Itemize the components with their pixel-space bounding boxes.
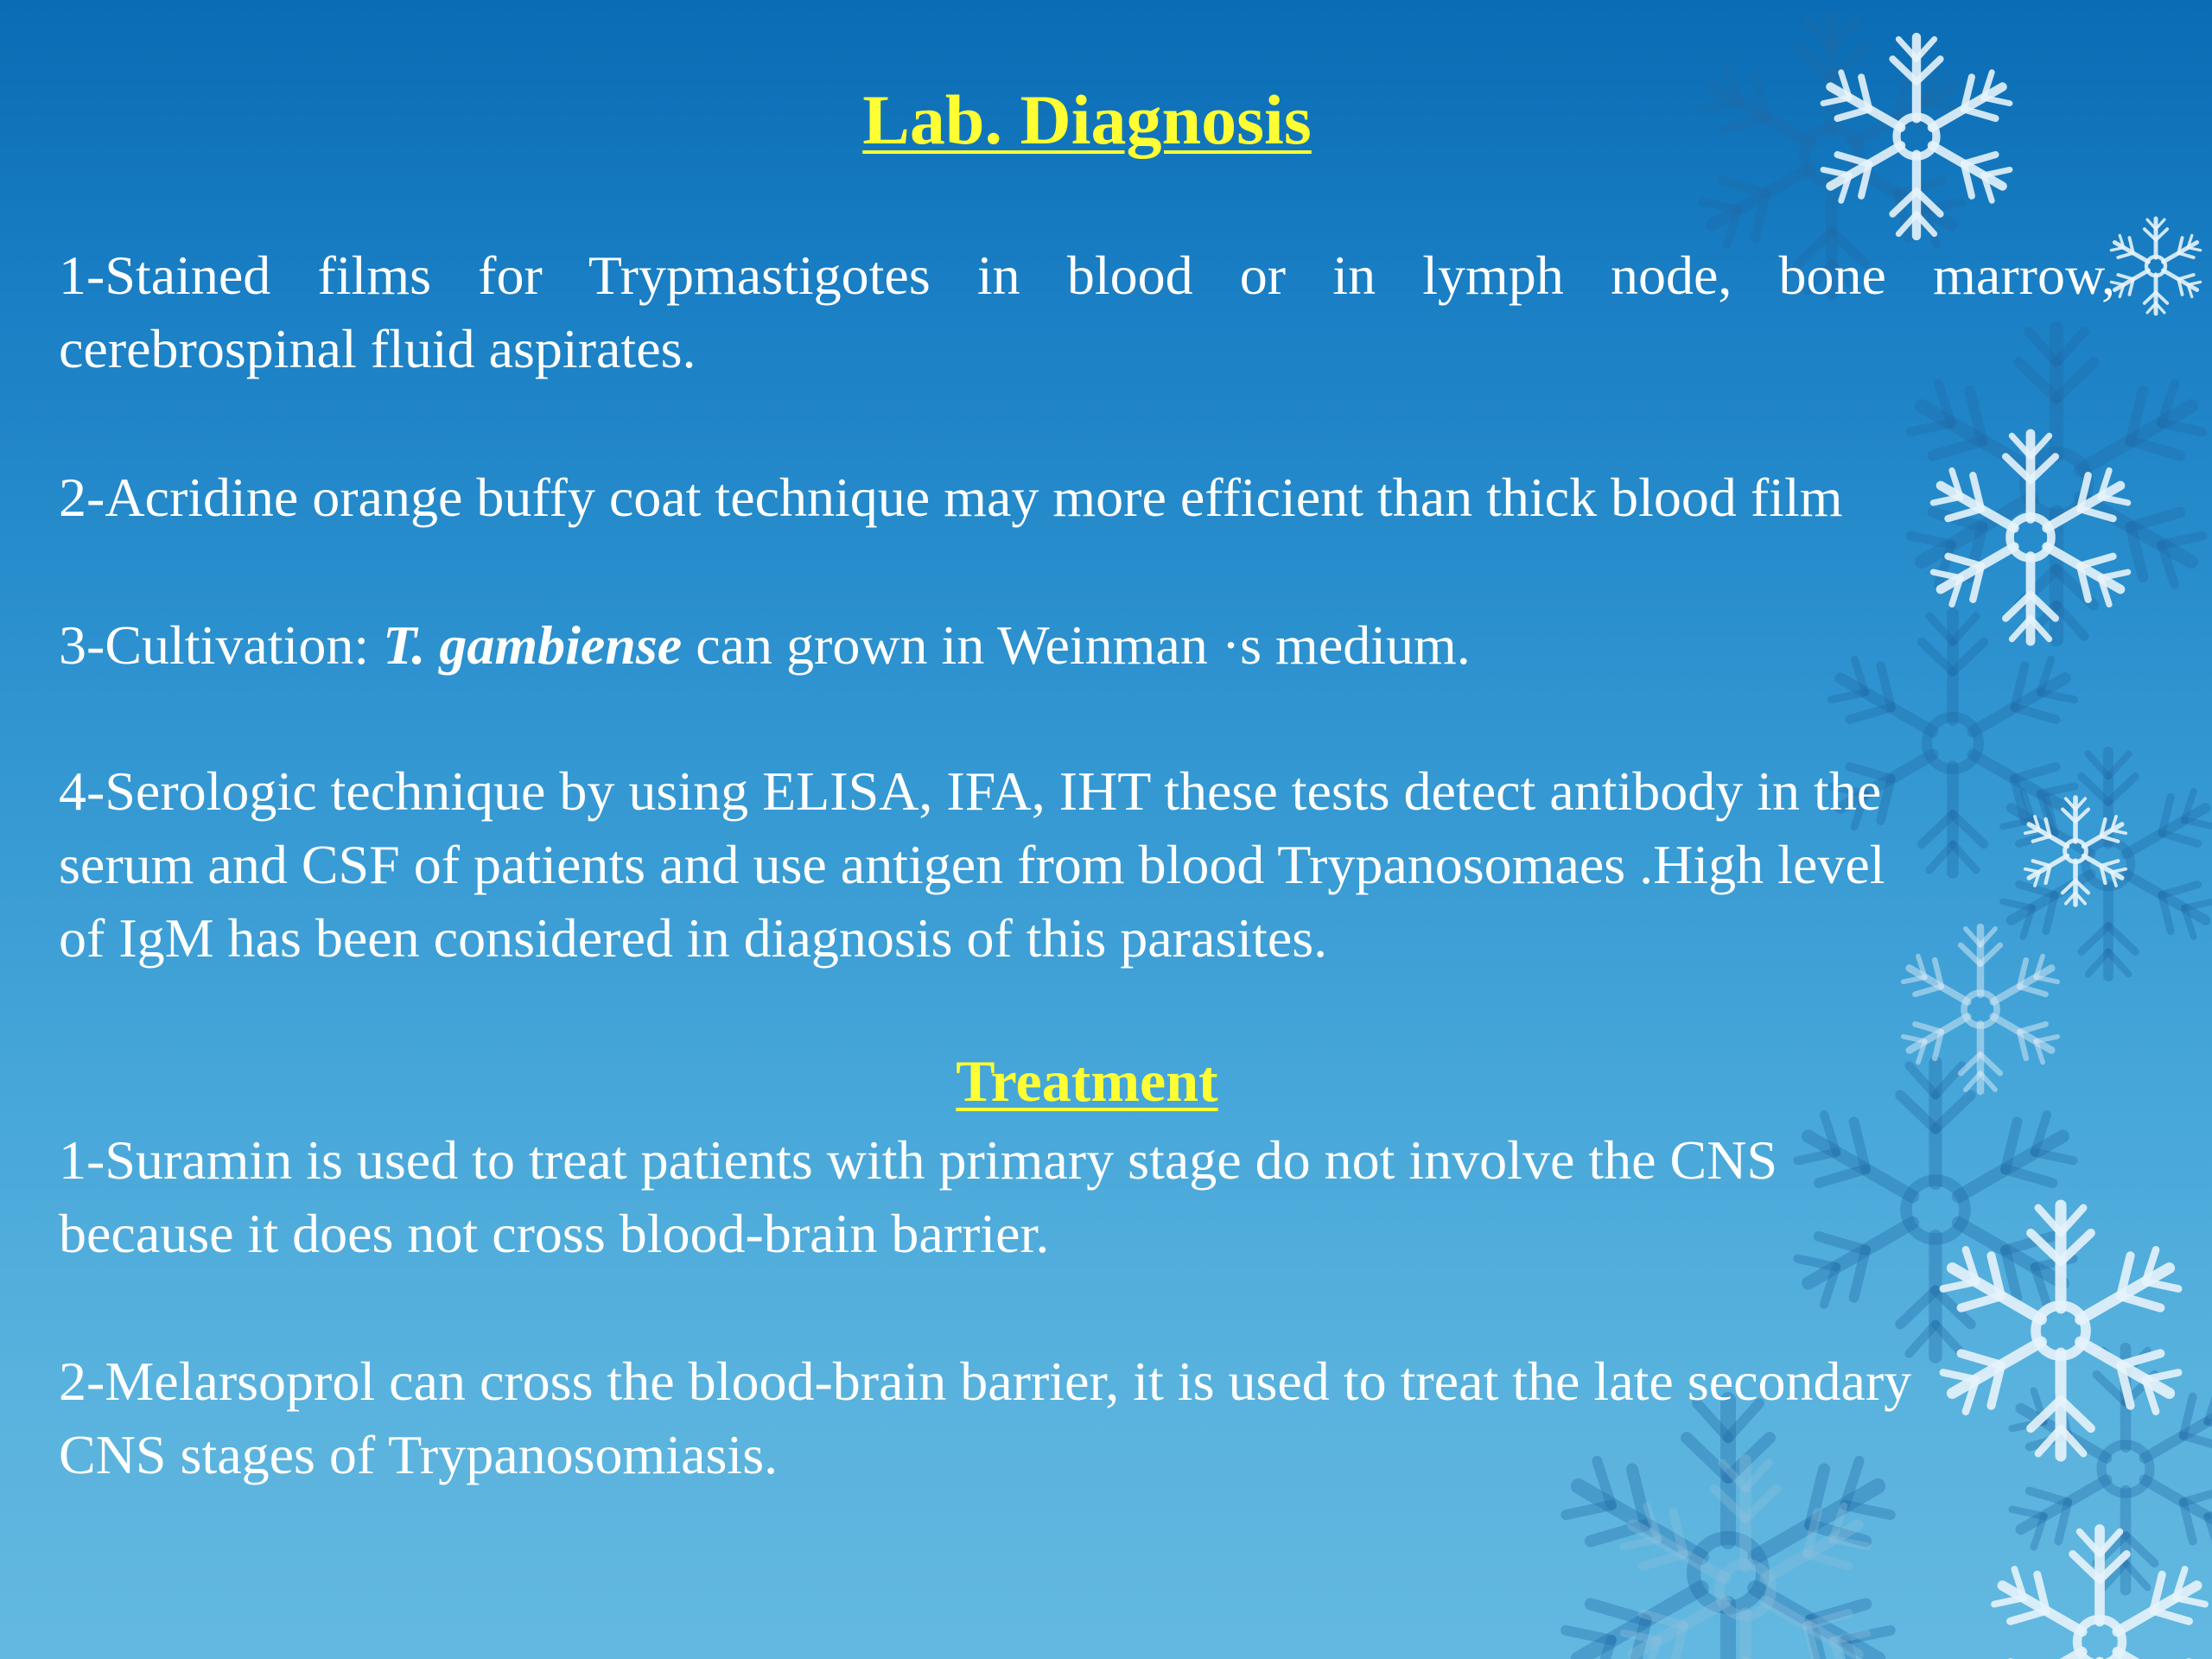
lab-item-1-line-1: 1-Stained films for Trypmastigotes in blood or in lymph node, bone marrow,: [59, 245, 2115, 306]
treatment-item-1-line-2: because it does not cross blood-brain barrier.: [59, 1203, 1050, 1264]
lab-diagnosis-heading: Lab. Diagnosis: [862, 80, 1312, 159]
treatment-item-1: [59, 1123, 2115, 1270]
treatment-item-2: [59, 1344, 2115, 1491]
lab-item-1: [59, 238, 2115, 385]
treatment-item-2-line-2: CNS stages of Trypanosomiasis.: [59, 1424, 779, 1485]
lab-item-3-suffix: can grown in Weinman ·s medium.: [682, 614, 1471, 676]
treatment-item-1-line-1: 1-Suramin is used to treat patients with primary stage do not involve the CNS: [59, 1129, 1778, 1191]
lab-item-3-species: T. gambiense: [383, 614, 683, 676]
treatment-heading: Treatment: [956, 1048, 1218, 1114]
lab-item-4-line-1: 4-Serologic technique by using ELISA, IFA, IHT these tests detect antibody in the: [59, 760, 1882, 822]
lab-item-4-line-2: serum and CSF of patients and use antigen from blood Trypanosomaes .High level: [59, 834, 1885, 895]
lab-item-2: 2-Acridine orange buffy coat technique may more efficient than thick blood film: [59, 467, 1843, 528]
lab-item-3: [59, 608, 2115, 682]
lab-item-4-line-3: of IgM has been considered in diagnosis of this parasites.: [59, 907, 1328, 969]
treatment-item-2-line-1: 2-Melarsoprol can cross the blood-brain barrier, it is used to treat the late secondary: [59, 1351, 1912, 1412]
lab-item-4: [59, 754, 2115, 975]
lab-item-1-line-2: cerebrospinal fluid aspirates.: [59, 318, 696, 379]
lab-item-3-prefix: 3-Cultivation:: [59, 614, 384, 676]
